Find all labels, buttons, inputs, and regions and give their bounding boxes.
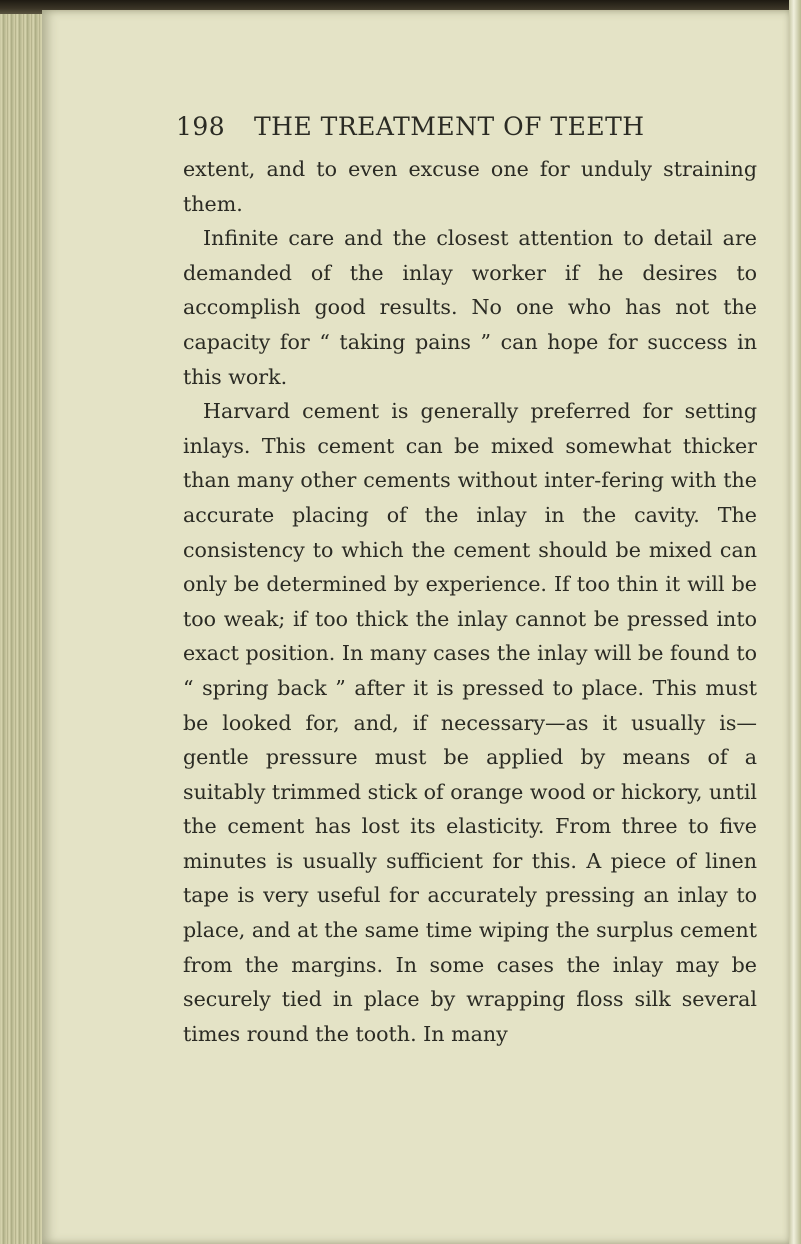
body-text <box>183 152 757 1051</box>
running-head <box>176 112 776 141</box>
paragraph-continued: extent, and to even excuse one for unduly straining them. <box>183 157 757 216</box>
running-title: THE TREATMENT OF TEETH <box>254 112 645 141</box>
paragraph-cement: Harvard cement is generally preferred for setting inlays. This cement can be mixed somewhat thicker than many other cements without inter-fering with the accurate placing of the inlay in the cavity. The consistency to which the cement should be mixed can only be determined by experience. If too thin it will be too weak; if too thick the inlay cannot be pressed into exact position. In many cases the inlay will be found to “ spring back ” after it is pressed to place. This must be looked for, and, if necessary—as it usually is—gentle pressure must be applied by means of a suitably trimmed stick of orange wood or hickory, until the cement has lost its elasticity. From three to five minutes is usually sufficient for this. A piece of linen tape is very useful for accurately pressing an inlay to place, and at the same time wiping the surplus cement from the margins. In some cases the inlay may be securely tied in place by wrapping floss silk several times round the tooth. In many <box>183 399 757 1046</box>
paragraph-care: Infinite care and the closest attention to detail are demanded of the inlay worker if he desires to accomplish good results. No one who has not the capacity for “ taking pains ” can hope for success in this work. <box>183 226 757 389</box>
book-right-edge <box>789 0 801 1244</box>
page-number: 198 <box>176 112 226 141</box>
